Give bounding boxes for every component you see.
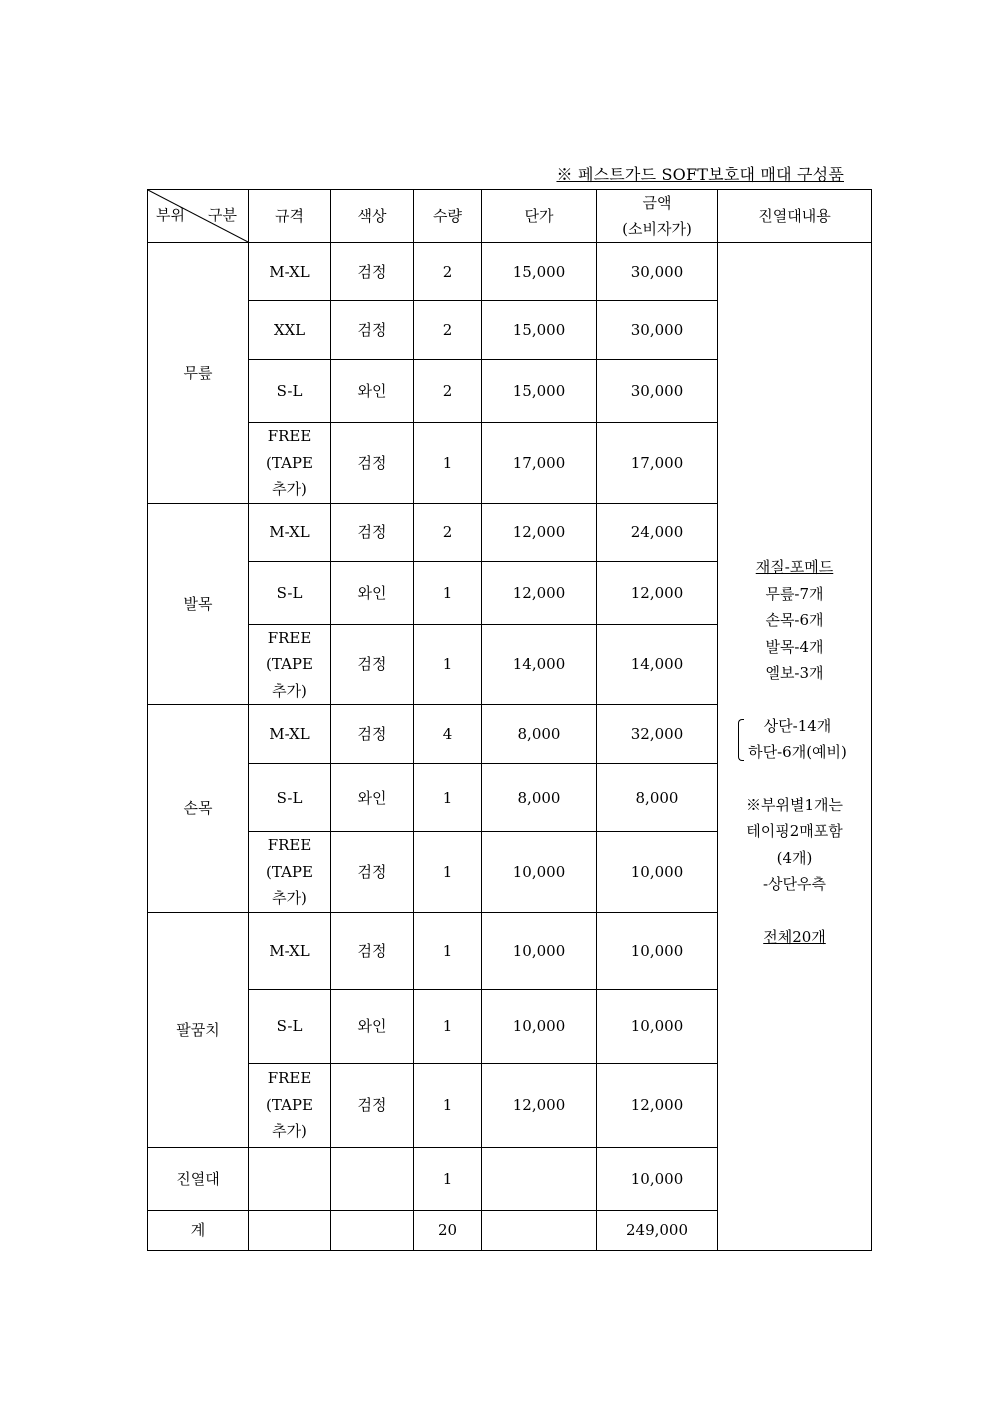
note-tape2: 테이핑2매포함: [746, 822, 843, 841]
qty-cell: 1: [414, 989, 482, 1063]
spec-line: 추가): [272, 889, 307, 907]
bracket-icon: [738, 719, 744, 761]
total-amount: 249,000: [597, 1210, 718, 1250]
qty-cell: 1: [414, 764, 482, 832]
qty-cell: 2: [414, 243, 482, 301]
amount-cell: 14,000: [597, 624, 718, 705]
header-display: 진열대내용: [718, 190, 872, 243]
header-unit-price: 단가: [482, 190, 597, 243]
amount-cell: 10,000: [597, 1147, 718, 1210]
price-cell: 8,000: [482, 764, 597, 832]
spec-line: (TAPE: [266, 453, 313, 472]
header-part-category: [148, 190, 249, 243]
qty-cell: 2: [414, 360, 482, 423]
amount-cell: 8,000: [597, 764, 718, 832]
amount-cell: 30,000: [597, 360, 718, 423]
spec-cell: M-XL: [249, 503, 331, 561]
color-cell: 검정: [331, 705, 414, 764]
spec-line: 추가): [272, 1122, 307, 1141]
part-cell: 발목: [148, 503, 249, 705]
color-cell: 검정: [331, 243, 414, 301]
color-cell: 검정: [331, 1063, 414, 1147]
header-row: [148, 190, 872, 243]
qty-cell: 1: [414, 561, 482, 624]
total-label: 계: [148, 1210, 249, 1250]
qty-cell: 4: [414, 705, 482, 764]
amount-cell: 32,000: [597, 705, 718, 764]
header-qty: 수량: [414, 190, 482, 243]
spec-cell: [249, 1210, 331, 1250]
price-cell: 17,000: [482, 423, 597, 504]
header-part: 부위: [156, 206, 185, 224]
spec-line: 추가): [272, 681, 307, 700]
page-title: ※ 페스트가드 SOFT보호대 매대 구성품: [556, 165, 844, 184]
qty-cell: 1: [414, 423, 482, 504]
spec-cell: XXL: [249, 301, 331, 360]
spec-cell: [249, 832, 331, 913]
part-cell: 무릎: [148, 243, 249, 504]
amount-cell: 10,000: [597, 912, 718, 989]
spec-line: FREE: [267, 427, 312, 445]
price-cell: 12,000: [482, 1063, 597, 1147]
spec-cell: M-XL: [249, 912, 331, 989]
note-tape4: -상단우측: [762, 875, 827, 894]
amount-cell: 17,000: [597, 423, 718, 504]
spec-cell: M-XL: [249, 243, 331, 301]
note-brace-group: [742, 713, 847, 766]
spec-line: FREE: [267, 1069, 312, 1088]
price-cell: 15,000: [482, 243, 597, 301]
color-cell: 검정: [331, 624, 414, 705]
amount-cell: 12,000: [597, 561, 718, 624]
price-cell: 8,000: [482, 705, 597, 764]
qty-cell: 1: [414, 1063, 482, 1147]
color-cell: 와인: [331, 561, 414, 624]
spec-cell: S-L: [249, 764, 331, 832]
spec-cell: M-XL: [249, 705, 331, 764]
color-cell: 와인: [331, 360, 414, 423]
note-tape3: (4개): [776, 848, 813, 867]
note-total: 전체20개: [763, 927, 826, 946]
note-bottom: 하단-6개(예비): [748, 743, 847, 762]
note-material: 재질-포메드: [755, 558, 834, 577]
price-cell: [482, 1147, 597, 1210]
amount-cell: 30,000: [597, 243, 718, 301]
amount-cell: 10,000: [597, 832, 718, 913]
header-category: 구분: [208, 206, 237, 224]
price-cell: 10,000: [482, 912, 597, 989]
amount-cell: 12,000: [597, 1063, 718, 1147]
qty-cell: 2: [414, 503, 482, 561]
header-color: 색상: [331, 190, 414, 243]
qty-cell: 1: [414, 624, 482, 705]
price-cell: 10,000: [482, 832, 597, 913]
header-amount: [597, 190, 718, 243]
spec-cell: [249, 423, 331, 504]
spec-line: FREE: [267, 628, 312, 647]
header-spec: 규격: [249, 190, 331, 243]
header-amount-line2: (소비자가): [622, 220, 692, 238]
spec-cell: S-L: [249, 561, 331, 624]
spec-line: (TAPE: [266, 655, 313, 673]
amount-cell: 24,000: [597, 503, 718, 561]
color-cell: 검정: [331, 301, 414, 360]
part-cell: 진열대: [148, 1147, 249, 1210]
color-cell: 와인: [331, 989, 414, 1063]
price-cell: [482, 1210, 597, 1250]
spec-cell: S-L: [249, 360, 331, 423]
header-amount-line1: 금액: [642, 194, 672, 212]
part-cell: 손목: [148, 705, 249, 913]
total-qty: 20: [414, 1210, 482, 1250]
note-top: 상단-14개: [763, 716, 832, 735]
amount-cell: 10,000: [597, 989, 718, 1063]
table-row: [148, 243, 872, 301]
spec-cell: S-L: [249, 989, 331, 1063]
qty-cell: 2: [414, 301, 482, 360]
spec-line: 추가): [272, 480, 307, 498]
spec-line: (TAPE: [266, 1095, 313, 1114]
spec-cell: [249, 624, 331, 705]
color-cell: [331, 1147, 414, 1210]
color-cell: 검정: [331, 503, 414, 561]
color-cell: 와인: [331, 764, 414, 832]
price-cell: 12,000: [482, 503, 597, 561]
qty-cell: 1: [414, 1147, 482, 1210]
spec-line: FREE: [267, 836, 312, 854]
qty-cell: 1: [414, 832, 482, 913]
spec-line: (TAPE: [266, 862, 313, 881]
price-cell: 12,000: [482, 561, 597, 624]
note-wrist: 손목-6개: [765, 611, 824, 630]
spec-cell: [249, 1063, 331, 1147]
color-cell: 검정: [331, 423, 414, 504]
price-cell: 14,000: [482, 624, 597, 705]
price-cell: 15,000: [482, 360, 597, 423]
color-cell: 검정: [331, 912, 414, 989]
amount-cell: 30,000: [597, 301, 718, 360]
price-cell: 15,000: [482, 301, 597, 360]
color-cell: [331, 1210, 414, 1250]
note-ankle: 발목-4개: [765, 637, 824, 656]
color-cell: 검정: [331, 832, 414, 913]
display-notes: [718, 243, 872, 1251]
part-cell: 팔꿈치: [148, 912, 249, 1147]
product-table: [147, 189, 872, 1251]
note-knee: 무릎-7개: [765, 584, 824, 603]
spec-cell: [249, 1147, 331, 1210]
qty-cell: 1: [414, 912, 482, 989]
note-elbow: 엘보-3개: [765, 664, 824, 683]
note-tape1: ※부위별1개는: [746, 795, 843, 814]
price-cell: 10,000: [482, 989, 597, 1063]
